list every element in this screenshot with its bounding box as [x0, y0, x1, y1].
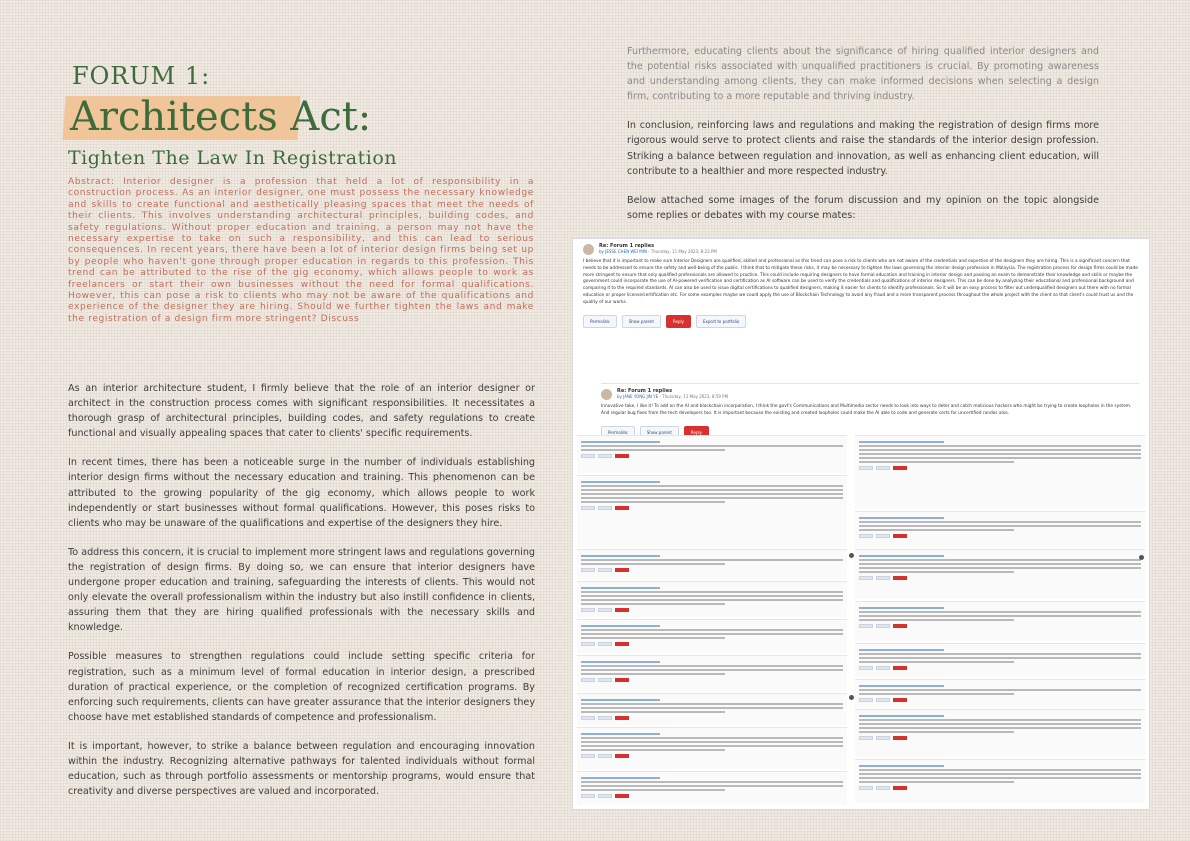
mini-reply-button — [893, 534, 907, 538]
mini-reply-button — [615, 608, 629, 612]
mini-button — [598, 678, 612, 682]
mini-text — [581, 785, 843, 787]
mini-actions — [581, 568, 843, 572]
reply-thumbnail — [855, 643, 1145, 677]
right-column — [627, 44, 1099, 237]
mini-actions — [859, 698, 1141, 702]
mini-button — [581, 506, 595, 510]
page-subtitle: Tighten The Law In Registration — [68, 147, 397, 169]
mini-text — [859, 777, 1141, 779]
mini-text — [581, 781, 843, 783]
mini-text — [859, 615, 1141, 617]
mini-text — [581, 703, 843, 705]
mini-text — [859, 567, 1141, 569]
mini-button — [598, 608, 612, 612]
mini-button — [876, 466, 890, 470]
mini-reply-button — [893, 698, 907, 702]
mini-text — [859, 525, 1141, 527]
mini-text — [581, 711, 725, 713]
mini-text — [581, 591, 843, 593]
export-button[interactable]: Export to portfolio — [696, 315, 746, 328]
mini-author — [859, 685, 944, 687]
mini-text — [581, 445, 843, 447]
mini-text — [859, 731, 1014, 733]
mini-text — [581, 707, 843, 709]
paragraph: In conclusion, reinforcing laws and regulations and making the registration of design firms more rigorous would serve to protect clients and raise the standards of the interior design profession. Striking a balance between regulation and innovation, as well as enhancing client education, will contribute to a healthier and more respected industry. — [627, 120, 1099, 177]
mini-button — [859, 736, 873, 740]
mini-text — [859, 461, 1014, 463]
mini-author — [859, 555, 944, 557]
reply-thumbnail — [577, 619, 847, 653]
mini-actions — [859, 786, 1141, 790]
forum-label: FORUM 1: — [72, 62, 211, 90]
mini-text — [581, 673, 725, 675]
mini-button — [581, 794, 595, 798]
mini-text — [859, 719, 1141, 721]
mini-text — [581, 559, 843, 561]
reply-thumbnail — [577, 727, 847, 769]
mini-text — [859, 689, 1141, 691]
mini-text — [581, 493, 843, 495]
mini-text — [581, 669, 843, 671]
mini-button — [859, 786, 873, 790]
mini-button — [859, 624, 873, 628]
post-title: Re: Forum 1 replies — [599, 243, 655, 249]
mini-button — [859, 698, 873, 702]
mini-text — [581, 789, 725, 791]
mini-button — [581, 608, 595, 612]
mini-actions — [581, 678, 843, 682]
reply-thumbnail — [855, 679, 1145, 707]
mini-button — [876, 698, 890, 702]
mini-text — [581, 629, 843, 631]
mini-text — [859, 611, 1141, 613]
mini-text — [859, 559, 1141, 561]
mini-button — [859, 666, 873, 670]
forum-post — [583, 243, 1141, 328]
reply-thumbnail — [855, 709, 1145, 757]
mini-author — [859, 607, 944, 609]
mini-actions — [581, 506, 843, 510]
mini-author — [581, 625, 660, 627]
mini-button — [581, 754, 595, 758]
mini-button — [876, 736, 890, 740]
mini-button — [876, 666, 890, 670]
mini-text — [581, 563, 725, 565]
reply-header — [601, 388, 1139, 400]
scroll-indicator — [849, 695, 854, 700]
mini-actions — [581, 642, 843, 646]
mini-text — [581, 595, 843, 597]
mini-text — [581, 599, 843, 601]
mini-button — [581, 678, 595, 682]
mini-text — [859, 727, 1141, 729]
mini-author — [859, 441, 944, 443]
mini-button — [598, 454, 612, 458]
mini-button — [598, 794, 612, 798]
mini-author — [859, 517, 944, 519]
avatar — [583, 244, 594, 255]
mini-text — [859, 457, 1141, 459]
reply-date: - Thursday, 11 May 2023, 8:59 PM — [659, 394, 729, 399]
mini-author — [581, 587, 660, 589]
reply-button[interactable]: Reply — [666, 315, 691, 328]
mini-reply-button — [615, 506, 629, 510]
mini-text — [581, 501, 725, 503]
post-date: - Thursday, 11 May 2023, 8:23 PM — [648, 249, 717, 254]
mini-button — [581, 716, 595, 720]
mini-reply-button — [893, 666, 907, 670]
mini-text — [859, 449, 1141, 451]
mini-text — [859, 563, 1141, 565]
mini-reply-button — [615, 454, 629, 458]
scroll-indicator — [849, 553, 854, 558]
mini-actions — [859, 666, 1141, 670]
mini-button — [876, 576, 890, 580]
mini-text — [581, 489, 843, 491]
mini-button — [581, 642, 595, 646]
mini-button — [876, 786, 890, 790]
mini-text — [581, 485, 843, 487]
paragraph: As an interior architecture student, I firmly believe that the role of an interior designer or architect in the construction process comes with significant responsibilities. It necessitates a thorough grasp of architectural principles, building codes, and safety regulations to create functional and visually appealing spaces that cater to clients' specific requirements. — [68, 383, 535, 440]
mini-actions — [581, 608, 843, 612]
mini-text — [859, 773, 1141, 775]
mini-text — [581, 665, 843, 667]
reply-thumbnail — [577, 693, 847, 725]
mini-actions — [581, 754, 843, 758]
mini-author — [581, 555, 660, 557]
mini-author — [581, 481, 660, 483]
mini-reply-button — [893, 786, 907, 790]
mini-button — [598, 568, 612, 572]
mini-text — [859, 453, 1141, 455]
reply-thumbnail — [855, 511, 1145, 547]
mini-button — [876, 534, 890, 538]
mini-reply-button — [615, 642, 629, 646]
mini-author — [859, 649, 944, 651]
mini-reply-button — [615, 568, 629, 572]
mini-button — [598, 506, 612, 510]
mini-author — [859, 765, 944, 767]
scroll-indicator — [1139, 555, 1144, 560]
mini-actions — [859, 624, 1141, 628]
mini-author — [581, 777, 660, 779]
mini-actions — [859, 534, 1141, 538]
mini-text — [859, 661, 1014, 663]
forum-screenshot — [572, 238, 1150, 810]
forum-reply — [601, 375, 1139, 439]
author-link[interactable]: by JANE YONG JIN YE — [617, 394, 659, 399]
show-parent-button[interactable]: Show parent — [640, 426, 679, 439]
mini-button — [581, 454, 595, 458]
mini-actions — [581, 716, 843, 720]
mini-actions — [859, 736, 1141, 740]
mini-text — [581, 637, 725, 639]
mini-text — [859, 693, 1014, 695]
reply-thumbnail — [577, 771, 847, 805]
mini-reply-button — [893, 576, 907, 580]
mini-text — [581, 603, 725, 605]
reply-title: Re: Forum 1 replies — [617, 388, 673, 394]
mini-button — [859, 466, 873, 470]
paragraph: In recent times, there has been a noticeable surge in the number of individuals establishing interior design firms without the necessary education and training. This phenomenon can be attributed to the growing popularity of the gig economy, which allows people to work independently or start businesses without formal qualifications. However, this poses risks to clients who may be unaware of the qualifications and expertise of the designers they hire. — [68, 457, 535, 529]
mini-text — [581, 745, 843, 747]
reply-thumbnail — [855, 435, 1145, 509]
mini-text — [581, 741, 843, 743]
mini-text — [581, 749, 725, 751]
mini-button — [598, 716, 612, 720]
paragraph: Furthermore, educating clients about the significance of hiring qualified interior designers and the potential risks associated with unqualified practitioners is crucial. By promoting awareness and understanding among clients, they can make informed decisions when selecting a design firm, contributing to a more reputable and thriving industry. — [627, 46, 1099, 103]
mini-text — [859, 653, 1141, 655]
mini-text — [581, 449, 725, 451]
post-header — [583, 243, 1141, 255]
mini-author — [581, 699, 660, 701]
reply-body: Innovative take, I like it! To add on the AI and blockchain incorporation, I think the govt's Communications and Multimedia sector needs to look into ways to deter and catch malicious hackers who might be trying to create loopholes in the system. And regular bug fixes from the tech developers too. It is important because the existing and created loopholes could make the AI able to code and generate certs for uncertified randos also. — [601, 404, 1132, 416]
mini-reply-button — [615, 754, 629, 758]
mini-text — [859, 769, 1141, 771]
mini-text — [859, 657, 1141, 659]
mini-text — [859, 571, 1014, 573]
mini-text — [859, 723, 1141, 725]
reply-thumbnail — [855, 601, 1145, 641]
mini-actions — [859, 576, 1141, 580]
mini-button — [859, 576, 873, 580]
reply-thumbnail — [855, 549, 1145, 599]
page-title: Architects Act: — [70, 94, 372, 140]
post-meta — [599, 249, 717, 254]
mini-reply-button — [893, 624, 907, 628]
abstract-text: Abstract: Interior designer is a profession that held a lot of responsibility in a construction process. As an interior designer, one must possess the necessary knowledge and skills to create functional and aesthetically pleasing spaces that meet the needs of their clients. This involves understanding architectural principles, building codes, and safety regulations. Without proper education and training, a person may not have the necessary expertise to take on such a responsibility, and this can lead to serious consequences. In recent years, there have been a lot of interior design firms being set up by people who haven't gone through proper education in regards to this profession. This trend can be attributed to the rise of the gig economy, which allows people to work as freelancers or start their own businesses without the need for formal qualifications. However, this can pose a risk to clients who may not be aware of the qualifications and experience of the designer they are hiring. Should we further tighten the laws and make the registration of a design firm more stringent? Discuss — [68, 177, 534, 324]
mini-text — [859, 619, 1014, 621]
mini-text — [859, 521, 1141, 523]
mini-reply-button — [893, 466, 907, 470]
paragraph: Below attached some images of the forum discussion and my opinion on the topic alongside some replies or debates with my course mates: — [627, 194, 1099, 221]
mini-text — [859, 445, 1141, 447]
avatar — [601, 389, 612, 400]
mini-reply-button — [615, 794, 629, 798]
post-actions — [583, 315, 1141, 328]
mini-reply-button — [893, 736, 907, 740]
reply-thumbnails — [577, 435, 1145, 807]
mini-text — [581, 737, 843, 739]
reply-thumbnail — [577, 655, 847, 691]
permalink-button[interactable]: Permalink — [583, 315, 617, 328]
permalink-button[interactable]: Permalink — [601, 426, 635, 439]
mini-text — [859, 529, 1014, 531]
mini-author — [581, 441, 660, 443]
mini-text — [581, 497, 843, 499]
reply-thumbnail — [855, 759, 1145, 803]
paragraph: Possible measures to strengthen regulations could include setting specific criteria for registration, such as a minimum level of formal education in interior design, a prescribed duration of practical experience, or the completion of recognized certification programs. By enforcing such requirements, clients can have greater assurance that the interior designers they choose have met established standards of competence and professionalism. — [68, 651, 535, 723]
mini-button — [598, 642, 612, 646]
left-column — [68, 381, 535, 813]
reply-thumbnail — [577, 549, 847, 579]
mini-text — [859, 781, 1014, 783]
mini-author — [581, 733, 660, 735]
author-link[interactable]: by JESSE CHEN WEI MIN — [599, 249, 647, 254]
divider — [601, 383, 1139, 384]
mini-button — [581, 568, 595, 572]
mini-actions — [581, 794, 843, 798]
post-body: I believe that it is important to make sure Interior Designers are qualified, skilled and professional as this trend can pose a risk to clients who are not aware of the credentials and expertise of the designers they are hiring. This is a significant concern that needs to be addressed to ensure the safety and well-being of the public. I think that to mitigate these risks, it may be necessary to tighten the laws governing the interior design profession in Malaysia. The registration process for design firms could be made more stringent to ensure that only qualified professionals are allowed to practice. This could include requiring designers to have formal education and training in interior design and passing an exam to demonstrate their knowledge and skills or maybe the government could incorporate the use of AI-powered verification and certification as AI software can be used to verify the credentials and qualifications of interior designers. This can be done by analyzing their educational and professional background and comparing it to the required standards. AI can also be used to issue digital certifications to qualified designers, making it easier for clients to identify professionals. So it will be an easy process to filter out underqualified designers out there with no formal education or proper license/certification etc. For some examples maybe we could apply the use of Blockchain Technology to avoid any fraud and a more transparent process throughout the whole project with the client so that client's could trust us and the quality of our works. — [583, 259, 1138, 305]
mini-reply-button — [615, 716, 629, 720]
reply-thumbnail — [577, 475, 847, 547]
mini-text — [581, 633, 843, 635]
title-wrap — [62, 94, 371, 140]
paragraph: It is important, however, to strike a balance between regulation and encouraging innovation within the industry. Recognizing alternative pathways for talented individuals without formal education, such as through portfolio assessments or mentorship programs, would ensure that creativity and diverse perspectives are valued and incorporated. — [68, 740, 535, 798]
mini-button — [876, 624, 890, 628]
reply-thumbnail — [577, 581, 847, 617]
reply-thumbnail — [577, 435, 847, 473]
paragraph: To address this concern, it is crucial to implement more stringent laws and regulations governing the registration of design firms. By doing so, we can ensure that interior designers have undergone proper education and training, safeguarding the interests of clients. This would not only elevate the overall professionalism within the industry but also instill confidence in clients, assuring them that they are hiring qualified professionals with the necessary skills and knowledge. — [68, 546, 535, 634]
reply-button[interactable]: Reply — [684, 426, 709, 439]
mini-actions — [581, 454, 843, 458]
mini-button — [598, 754, 612, 758]
mini-author — [859, 715, 944, 717]
show-parent-button[interactable]: Show parent — [622, 315, 661, 328]
mini-author — [581, 661, 660, 663]
mini-actions — [859, 466, 1141, 470]
mini-reply-button — [615, 678, 629, 682]
mini-button — [859, 534, 873, 538]
reply-meta — [617, 394, 728, 399]
